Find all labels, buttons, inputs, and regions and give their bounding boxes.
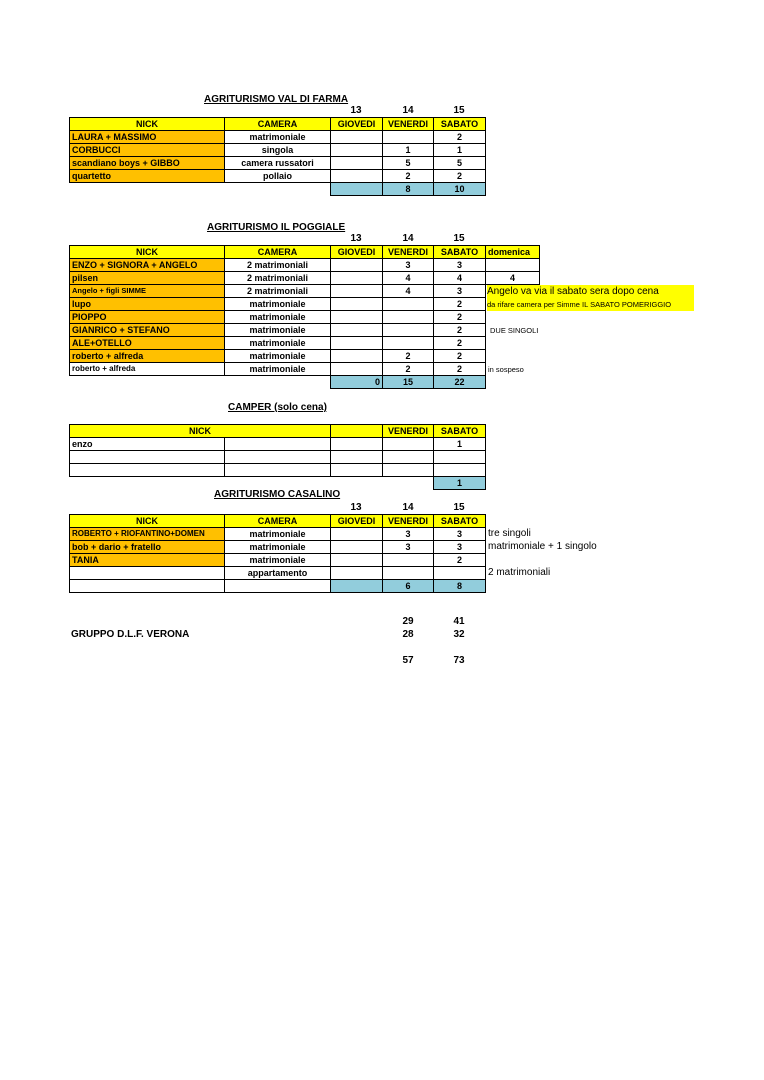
giovedi-cell — [331, 272, 383, 285]
header-sabato: SABATO — [434, 246, 486, 259]
sabato-cell: 2 — [434, 337, 486, 350]
nick-cell: roberto + alfreda — [70, 363, 225, 376]
header-camera: CAMERA — [225, 118, 331, 131]
nick-cell: quartetto — [70, 170, 225, 183]
table-row — [70, 528, 486, 541]
note-gianrico: DUE SINGOLI — [490, 326, 539, 335]
venerdi-cell — [383, 131, 434, 144]
note-tre-singoli: tre singoli — [488, 528, 531, 539]
nick-cell: ROBERTO + RIOFANTINO+DOMEN — [70, 528, 225, 541]
sabato-cell: 2 — [434, 298, 486, 311]
camera-cell: matrimoniale — [225, 363, 331, 376]
note-matrimoniale-singolo: matrimoniale + 1 singolo — [488, 541, 597, 552]
section4-title: AGRITURISMO CASALINO — [214, 489, 341, 500]
venerdi-cell — [383, 298, 434, 311]
summary-venerdi-2: 28 — [402, 629, 414, 640]
header-nick: NICK — [70, 118, 225, 131]
sabato-cell: 3 — [434, 285, 486, 298]
table-row — [70, 451, 486, 464]
note-angelo: Angelo va via il sabato sera dopo cena — [487, 285, 694, 298]
giovedi-cell — [331, 131, 383, 144]
header-camera: CAMERA — [225, 246, 331, 259]
camera-cell: singola — [225, 144, 331, 157]
sabato-cell: 2 — [434, 131, 486, 144]
table-row — [70, 337, 540, 350]
section2-title: AGRITURISMO IL POGGIALE — [207, 222, 346, 233]
camera-cell: matrimoniale — [225, 554, 331, 567]
camera-cell: appartamento — [225, 567, 331, 580]
table-row — [70, 131, 486, 144]
header-nick: NICK — [70, 515, 225, 528]
nick-cell: bob + dario + fratello — [70, 541, 225, 554]
header-domenica: domenica — [486, 246, 540, 259]
nick-cell: lupo — [70, 298, 225, 311]
total-sabato: 8 — [434, 580, 486, 593]
camera-cell: matrimoniale — [225, 298, 331, 311]
giovedi-cell — [331, 311, 383, 324]
table-row — [70, 567, 486, 580]
header-giovedi: GIOVEDI — [331, 118, 383, 131]
summary-sabato-2: 32 — [453, 629, 465, 640]
header-venerdi: VENERDI — [383, 425, 434, 438]
venerdi-cell: 2 — [383, 363, 434, 376]
summary-venerdi-1: 29 — [402, 616, 414, 627]
day-13: 13 — [350, 105, 362, 116]
table-row — [70, 170, 486, 183]
nick-cell: ALE+OTELLO — [70, 337, 225, 350]
summary-sabato-total: 73 — [453, 655, 465, 666]
day-15: 15 — [453, 233, 465, 244]
table-row — [70, 311, 540, 324]
venerdi-cell: 2 — [383, 170, 434, 183]
section1-title: AGRITURISMO VAL DI FARMA — [204, 94, 349, 105]
total-venerdi: 8 — [383, 183, 434, 196]
table-row — [70, 541, 486, 554]
day-13: 13 — [350, 233, 362, 244]
table-row — [70, 144, 486, 157]
section3-title: CAMPER (solo cena) — [228, 402, 327, 413]
venerdi-cell: 2 — [383, 350, 434, 363]
header-sabato: SABATO — [434, 515, 486, 528]
total-sabato: 1 — [434, 477, 486, 490]
sabato-cell: 2 — [434, 363, 486, 376]
giovedi-cell — [331, 285, 383, 298]
camera-cell: matrimoniale — [225, 324, 331, 337]
day-14: 14 — [402, 502, 414, 513]
total-sabato: 10 — [434, 183, 486, 196]
total-venerdi: 6 — [383, 580, 434, 593]
note-in-sospeso: in sospeso — [488, 365, 524, 374]
camera-cell: pollaio — [225, 170, 331, 183]
giovedi-cell — [331, 324, 383, 337]
camera-cell: camera russatori — [225, 157, 331, 170]
giovedi-cell — [331, 170, 383, 183]
camera-cell: matrimoniale — [225, 541, 331, 554]
nick-cell: LAURA + MASSIMO — [70, 131, 225, 144]
day-15: 15 — [453, 105, 465, 116]
note-due-matrimoniali: 2 matrimoniali — [488, 567, 551, 578]
total-giovedi — [331, 580, 383, 593]
nick-cell: Angelo + figli SIMME — [70, 285, 225, 298]
sabato-cell: 5 — [434, 157, 486, 170]
summary-sabato-1: 41 — [453, 616, 465, 627]
day-15: 15 — [453, 502, 465, 513]
header-nick: NICK — [70, 246, 225, 259]
section4-table — [69, 514, 486, 593]
giovedi-cell — [331, 337, 383, 350]
giovedi-cell — [331, 259, 383, 272]
total-sabato: 22 — [434, 376, 486, 389]
giovedi-cell — [331, 528, 383, 541]
venerdi-cell: 3 — [383, 528, 434, 541]
day-14: 14 — [402, 233, 414, 244]
giovedi-cell — [331, 541, 383, 554]
header-row — [70, 425, 486, 438]
sabato-cell: 3 — [434, 541, 486, 554]
day-13: 13 — [350, 502, 362, 513]
header-sabato: SABATO — [434, 425, 486, 438]
nick-cell: pilsen — [70, 272, 225, 285]
total-giovedi — [331, 183, 383, 196]
sabato-cell: 2 — [434, 554, 486, 567]
header-venerdi: VENERDI — [383, 515, 434, 528]
section3-table — [69, 424, 486, 490]
nick-cell: PIOPPO — [70, 311, 225, 324]
header-sabato: SABATO — [434, 118, 486, 131]
nick-cell — [70, 567, 225, 580]
table-row — [70, 324, 540, 337]
giovedi-cell — [331, 554, 383, 567]
table-row — [70, 438, 486, 451]
sabato-cell: 2 — [434, 350, 486, 363]
venerdi-cell — [383, 337, 434, 350]
camera-cell: 2 matrimoniali — [225, 285, 331, 298]
section2-table — [69, 245, 540, 389]
venerdi-cell — [383, 554, 434, 567]
camera-cell: 2 matrimoniali — [225, 272, 331, 285]
nick-cell: enzo — [70, 438, 225, 451]
table-row — [70, 298, 540, 311]
header-row — [70, 515, 486, 528]
header-empty — [331, 425, 383, 438]
table-row — [70, 554, 486, 567]
domenica-cell — [486, 259, 540, 272]
nick-cell: scandiano boys + GIBBO — [70, 157, 225, 170]
venerdi-cell: 3 — [383, 259, 434, 272]
sabato-cell: 2 — [434, 170, 486, 183]
total-giovedi: 0 — [331, 376, 383, 389]
camera-cell: matrimoniale — [225, 350, 331, 363]
venerdi-cell: 5 — [383, 157, 434, 170]
venerdi-cell: 3 — [383, 541, 434, 554]
summary-venerdi-total: 57 — [402, 655, 414, 666]
camera-cell: matrimoniale — [225, 337, 331, 350]
venerdi-cell: 4 — [383, 272, 434, 285]
nick-cell: TANIA — [70, 554, 225, 567]
header-nick: NICK — [70, 425, 331, 438]
sabato-cell: 4 — [434, 272, 486, 285]
header-row — [70, 246, 540, 259]
totals-row — [70, 376, 540, 389]
total-venerdi: 15 — [383, 376, 434, 389]
sabato-cell: 1 — [434, 438, 486, 451]
camera-cell: matrimoniale — [225, 311, 331, 324]
section1-table — [69, 117, 486, 196]
venerdi-cell: 4 — [383, 285, 434, 298]
venerdi-cell — [383, 324, 434, 337]
sabato-cell — [434, 567, 486, 580]
header-venerdi: VENERDI — [383, 118, 434, 131]
nick-cell: roberto + alfreda — [70, 350, 225, 363]
group-label: GRUPPO D.L.F. VERONA — [71, 629, 190, 640]
header-giovedi: GIOVEDI — [331, 246, 383, 259]
header-giovedi: GIOVEDI — [331, 515, 383, 528]
table-row — [70, 272, 540, 285]
giovedi-cell — [331, 157, 383, 170]
totals-row — [70, 580, 486, 593]
table-row — [70, 464, 486, 477]
table-row — [70, 350, 540, 363]
table-row — [70, 285, 540, 298]
venerdi-cell — [383, 311, 434, 324]
header-row — [70, 118, 486, 131]
sabato-cell: 3 — [434, 528, 486, 541]
totals-row — [70, 183, 486, 196]
sabato-cell: 2 — [434, 311, 486, 324]
day-14: 14 — [402, 105, 414, 116]
giovedi-cell — [331, 567, 383, 580]
table-row — [70, 363, 540, 376]
giovedi-cell — [331, 144, 383, 157]
camera-cell: 2 matrimoniali — [225, 259, 331, 272]
table-row — [70, 157, 486, 170]
giovedi-cell — [331, 363, 383, 376]
giovedi-cell — [331, 350, 383, 363]
header-venerdi: VENERDI — [383, 246, 434, 259]
nick-cell: CORBUCCI — [70, 144, 225, 157]
giovedi-cell — [331, 298, 383, 311]
camera-cell: matrimoniale — [225, 528, 331, 541]
totals-row — [70, 477, 486, 490]
header-camera: CAMERA — [225, 515, 331, 528]
venerdi-cell — [383, 567, 434, 580]
nick-cell: ENZO + SIGNORA + ANGELO — [70, 259, 225, 272]
note-lupo: da rifare camera per Simme IL SABATO POMERIGGIO — [487, 298, 694, 311]
sabato-cell: 3 — [434, 259, 486, 272]
table-row — [70, 259, 540, 272]
sabato-cell: 2 — [434, 324, 486, 337]
sabato-cell: 1 — [434, 144, 486, 157]
camera-cell: matrimoniale — [225, 131, 331, 144]
domenica-cell: 4 — [486, 272, 540, 285]
venerdi-cell: 1 — [383, 144, 434, 157]
nick-cell: GIANRICO + STEFANO — [70, 324, 225, 337]
